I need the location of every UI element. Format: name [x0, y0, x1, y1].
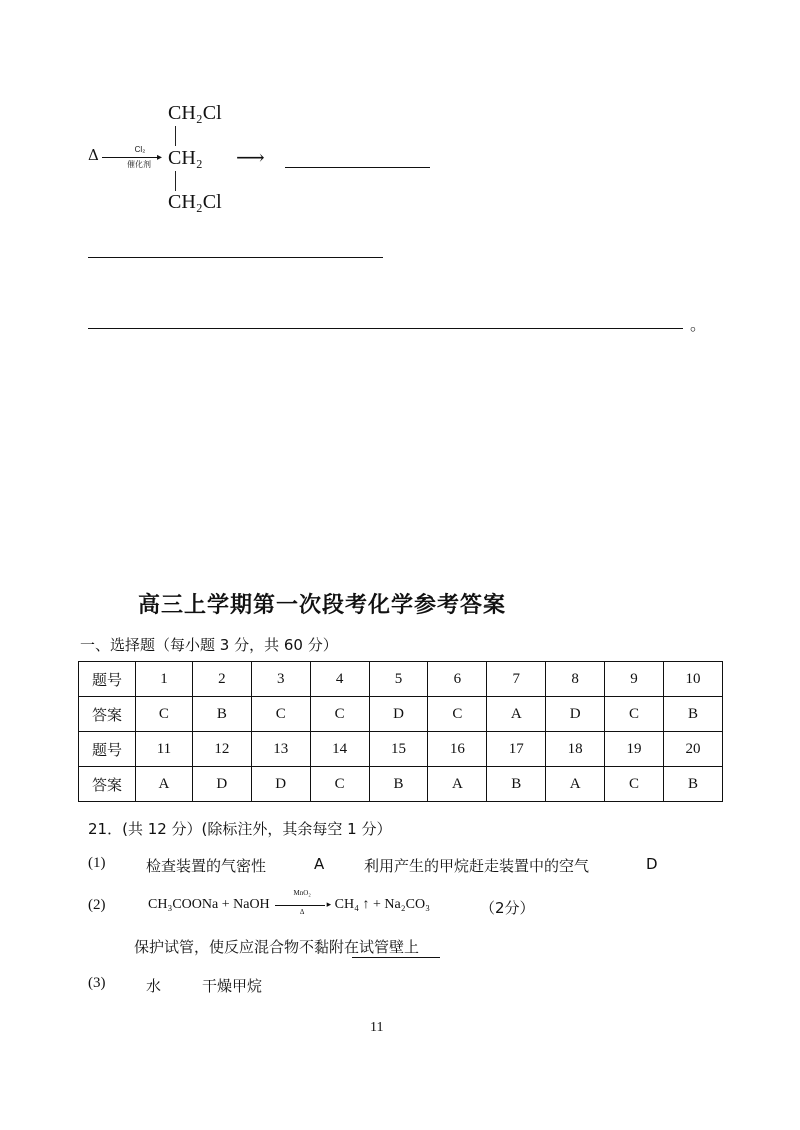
table-cell: 17 [487, 732, 546, 767]
plus-2: + [373, 897, 381, 912]
table-row [79, 662, 723, 697]
end-mark: 。 [690, 315, 707, 334]
table-row [79, 697, 723, 732]
table-cell: 11 [136, 732, 193, 767]
q21-p1-answer-c: 利用产生的甲烷赶走装置中的空气 [364, 857, 590, 875]
table-cell: 6 [428, 662, 487, 697]
q21-p3-answer-b: 干燥甲烷 [202, 977, 263, 995]
top-group: CH₂Cl [168, 102, 222, 124]
reactant-1: CH₃COONa [148, 897, 219, 912]
product-2: Na₂CO₃ [384, 897, 430, 912]
middle-group: CH₂ [168, 147, 203, 169]
table-cell: C [251, 697, 310, 732]
row-label: 答案 [79, 697, 136, 732]
table-cell: 1 [136, 662, 193, 697]
reagent-top: Cl₂ [134, 145, 146, 154]
table-cell: C [310, 697, 369, 732]
row-label: 答案 [79, 767, 136, 802]
table-cell: D [192, 767, 251, 802]
product-1: CH₄ [334, 897, 360, 912]
table-cell: C [310, 767, 369, 802]
q21-p1-number: (1) [88, 855, 106, 871]
condition-arrow-line [275, 905, 325, 906]
answer-blank-3[interactable] [88, 328, 683, 329]
q21-p2-note: 保护试管，使反应混合物不黏附在试管壁上 [134, 938, 420, 956]
table-cell: B [487, 767, 546, 802]
table-cell: 19 [605, 732, 664, 767]
bond-bottom [175, 171, 176, 191]
q21-p1-answer-a: 检查装置的气密性 [146, 857, 267, 875]
bond-top [175, 126, 176, 146]
condition-bottom: Δ [299, 907, 305, 916]
table-cell: D [251, 767, 310, 802]
table-cell: C [605, 767, 664, 802]
plus-1: + [221, 897, 230, 912]
table-cell: 2 [192, 662, 251, 697]
gas-arrow: ↑ [362, 897, 370, 912]
table-cell: 16 [428, 732, 487, 767]
table-cell: D [546, 697, 605, 732]
table-cell: B [664, 697, 723, 732]
q21-p3-number: (3) [88, 975, 106, 991]
table-cell: 4 [310, 662, 369, 697]
q21-p2-number: (2) [88, 897, 106, 913]
q21-header: 21．(共 12 分）(除标注外，其余每空 1 分） [88, 820, 392, 838]
row-label: 题号 [79, 662, 136, 697]
condition-arrow [273, 888, 332, 916]
table-cell: 14 [310, 732, 369, 767]
condition-arrow-head: ▸ [326, 898, 332, 909]
bottom-group: CH₂Cl [168, 191, 222, 213]
reactant-2: NaOH [233, 897, 270, 912]
q21-p1-answer-b: A [314, 855, 325, 873]
table-row [79, 767, 723, 802]
page-number: 11 [370, 1020, 384, 1035]
table-cell: 8 [546, 662, 605, 697]
table-row [79, 732, 723, 767]
table-cell: C [136, 697, 193, 732]
table-cell: C [605, 697, 664, 732]
answer-table [78, 661, 723, 802]
table-cell: 10 [664, 662, 723, 697]
q21-p2-equation [148, 888, 430, 916]
delta-symbol: Δ [88, 146, 99, 164]
section-1-heading: 一、选择题（每小题 3 分，共 60 分） [80, 636, 338, 654]
table-cell: A [428, 767, 487, 802]
table-cell: 15 [369, 732, 428, 767]
table-cell: 7 [487, 662, 546, 697]
table-cell: 5 [369, 662, 428, 697]
answer-blank-2[interactable] [88, 257, 383, 258]
q21-p1-answer-d: D [646, 855, 658, 873]
table-cell: D [369, 697, 428, 732]
q21-p2-points: （2分） [480, 899, 535, 917]
table-cell: 13 [251, 732, 310, 767]
table-cell: 3 [251, 662, 310, 697]
reaction-arrow: ⟶ [236, 145, 265, 169]
table-cell: A [546, 767, 605, 802]
table-cell: 20 [664, 732, 723, 767]
answer-blank-1[interactable] [285, 167, 430, 168]
table-cell: C [428, 697, 487, 732]
condition-top: MnO₂ [293, 888, 311, 897]
reagent-bottom: 催化剂 [127, 160, 151, 169]
row-label: 题号 [79, 732, 136, 767]
table-cell: B [192, 697, 251, 732]
table-cell: 12 [192, 732, 251, 767]
q21-p3-answer-a: 水 [146, 977, 162, 995]
note-underline [352, 957, 440, 958]
reagent-arrow-line [102, 157, 160, 158]
table-cell: A [487, 697, 546, 732]
table-cell: 9 [605, 662, 664, 697]
table-cell: 18 [546, 732, 605, 767]
table-cell: A [136, 767, 193, 802]
answer-key-title: 高三上学期第一次段考化学参考答案 [138, 593, 507, 618]
table-cell: B [369, 767, 428, 802]
reagent-arrow-head: ▸ [157, 152, 163, 163]
table-cell: B [664, 767, 723, 802]
